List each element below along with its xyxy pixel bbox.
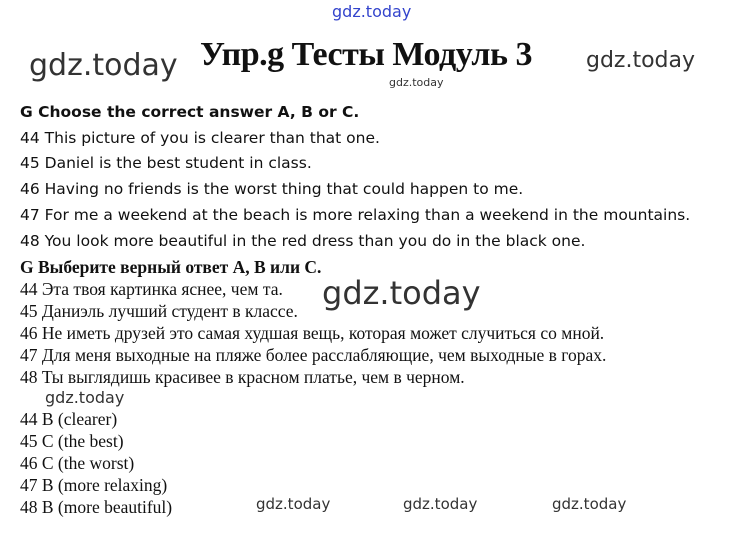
watermark-top: gdz.today [332, 2, 412, 21]
answer-line: 46 C (the worst) [20, 453, 135, 473]
russian-heading: G Выберите верный ответ А, В или С. [20, 257, 322, 277]
watermark-right: gdz.today [586, 48, 696, 73]
watermark-bottom-2: gdz.today [403, 495, 478, 513]
answer-line: 47 B (more relaxing) [20, 475, 168, 495]
russian-line: 46 Не иметь друзей это самая худшая вещь, которая может случиться со мной. [20, 323, 605, 343]
watermark-bottom-1: gdz.today [256, 495, 331, 513]
watermark-bottom-3: gdz.today [552, 495, 627, 513]
watermark-answers: gdz.today [45, 388, 125, 407]
english-line: 47 For me a weekend at the beach is more relaxing than a weekend in the mountains. [20, 205, 691, 224]
answer-line: 44 B (clearer) [20, 409, 118, 429]
answer-line: 48 B (more beautiful) [20, 497, 173, 517]
answer-line: 45 C (the best) [20, 431, 124, 451]
english-line: 48 You look more beautiful in the red dress than you do in the black one. [20, 231, 586, 250]
english-line: 44 This picture of you is clearer than that one. [20, 128, 380, 147]
page-title: Упр.g Тесты Модуль 3 [200, 36, 532, 73]
english-heading: G Choose the correct answer A, B or C. [20, 103, 360, 121]
watermark-left: gdz.today [29, 48, 178, 83]
russian-line: 44 Эта твоя картинка яснее, чем та. [20, 279, 283, 299]
english-line: 46 Having no friends is the worst thing that could happen to me. [20, 180, 524, 199]
english-line: 45 Daniel is the best student in class. [20, 154, 312, 173]
russian-line: 47 Для меня выходные на пляже более расслабляющие, чем выходные в горах. [20, 345, 607, 365]
watermark-small: gdz.today [389, 76, 444, 89]
watermark-middle: gdz.today [322, 274, 481, 312]
russian-section [20, 256, 606, 388]
russian-line: 45 Даниэль лучший студент в классе. [20, 301, 298, 321]
answers-section [20, 408, 172, 518]
russian-line: 48 Ты выглядишь красивее в красном платье, чем в черном. [20, 367, 465, 387]
english-section [20, 100, 690, 254]
